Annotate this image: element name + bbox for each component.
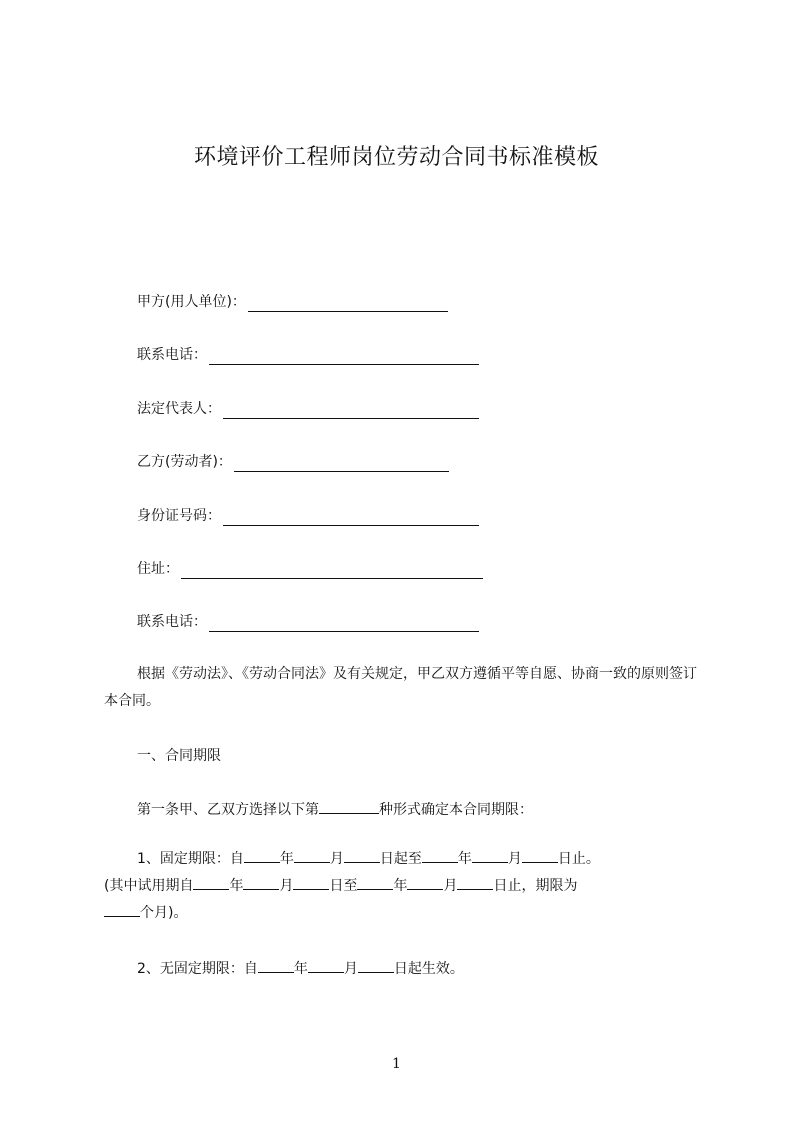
party-b-label: 乙方(劳动者)： bbox=[137, 454, 232, 470]
legal-rep-label: 法定代表人： bbox=[137, 401, 221, 417]
item-2-open-term bbox=[137, 958, 464, 978]
article-1-prefix: 第一条甲、乙双方选择以下第 bbox=[137, 802, 319, 818]
item-2-lead: 2、无固定期限：自 bbox=[137, 961, 258, 977]
intro-paragraph: 根据《劳动法》、《劳动合同法》及有关规定，甲乙双方遵循平等自愿、协商一致的原则签订本合同。 bbox=[104, 666, 697, 709]
probation-day-stop: 日止，期限为 bbox=[493, 878, 578, 894]
item-2-month-blank[interactable] bbox=[308, 958, 344, 973]
probation-end-year-blank[interactable] bbox=[357, 875, 393, 890]
start-year-blank[interactable] bbox=[244, 848, 280, 863]
start-month-blank[interactable] bbox=[294, 848, 330, 863]
item-1-year: 年 bbox=[279, 851, 294, 867]
item-2-day-blank[interactable] bbox=[358, 958, 394, 973]
end-month-blank[interactable] bbox=[472, 848, 508, 863]
item-2-year: 年 bbox=[293, 961, 308, 977]
probation-month-2: 月 bbox=[443, 878, 458, 894]
legal-rep-blank[interactable] bbox=[223, 402, 479, 419]
form-choice-blank[interactable] bbox=[319, 799, 379, 814]
party-b-field bbox=[137, 452, 449, 472]
party-a-label: 甲方(用人单位)： bbox=[137, 294, 246, 310]
item-1-month-2: 月 bbox=[507, 851, 522, 867]
section-heading-contract-term: 一、合同期限 bbox=[137, 748, 221, 764]
id-number-field bbox=[137, 506, 479, 526]
article-1 bbox=[137, 799, 533, 819]
article-1-suffix: 种形式确定本合同期限： bbox=[379, 802, 533, 818]
item-2-year-blank[interactable] bbox=[258, 958, 294, 973]
probation-lead: (其中试用期自 bbox=[104, 878, 194, 894]
item-1-month: 月 bbox=[329, 851, 344, 867]
probation-start-day-blank[interactable] bbox=[293, 875, 329, 890]
item-2-effective: 日起生效。 bbox=[393, 961, 464, 977]
item-1-lead: 1、固定期限：自 bbox=[137, 851, 244, 867]
probation-end-month-blank[interactable] bbox=[407, 875, 443, 890]
phone-b-blank[interactable] bbox=[209, 615, 479, 632]
address-blank[interactable] bbox=[181, 562, 483, 579]
item-1-fixed-term bbox=[104, 846, 700, 927]
start-day-blank[interactable] bbox=[344, 848, 380, 863]
address-field bbox=[137, 559, 483, 579]
probation-year-2: 年 bbox=[393, 878, 408, 894]
item-1-day-from: 日起至 bbox=[379, 851, 422, 867]
party-b-blank[interactable] bbox=[234, 455, 449, 472]
item-1-day-end: 日止。 bbox=[557, 851, 600, 867]
phone-b-field bbox=[137, 612, 479, 632]
party-a-field bbox=[137, 292, 448, 312]
end-day-blank[interactable] bbox=[522, 848, 558, 863]
legal-rep-field bbox=[137, 399, 479, 419]
document-title: 环境评价工程师岗位劳动合同书标准模板 bbox=[193, 145, 599, 170]
probation-start-year-blank[interactable] bbox=[193, 875, 229, 890]
probation-months-blank[interactable] bbox=[104, 902, 140, 917]
phone-a-label: 联系电话： bbox=[137, 347, 207, 363]
probation-month: 月 bbox=[279, 878, 294, 894]
probation-end-day-blank[interactable] bbox=[457, 875, 493, 890]
page-number: 1 bbox=[392, 1056, 401, 1072]
item-1-year-2: 年 bbox=[457, 851, 472, 867]
probation-start-month-blank[interactable] bbox=[243, 875, 279, 890]
party-a-blank[interactable] bbox=[248, 295, 448, 312]
id-number-blank[interactable] bbox=[223, 509, 479, 526]
probation-months-end: 个月)。 bbox=[140, 905, 188, 921]
end-year-blank[interactable] bbox=[422, 848, 458, 863]
probation-year: 年 bbox=[229, 878, 244, 894]
phone-a-blank[interactable] bbox=[209, 348, 479, 365]
id-number-label: 身份证号码： bbox=[137, 508, 221, 524]
probation-day-to: 日至 bbox=[329, 878, 358, 894]
phone-a-field bbox=[137, 345, 479, 365]
phone-b-label: 联系电话： bbox=[137, 614, 207, 630]
item-2-month: 月 bbox=[343, 961, 358, 977]
address-label: 住址： bbox=[137, 561, 179, 577]
